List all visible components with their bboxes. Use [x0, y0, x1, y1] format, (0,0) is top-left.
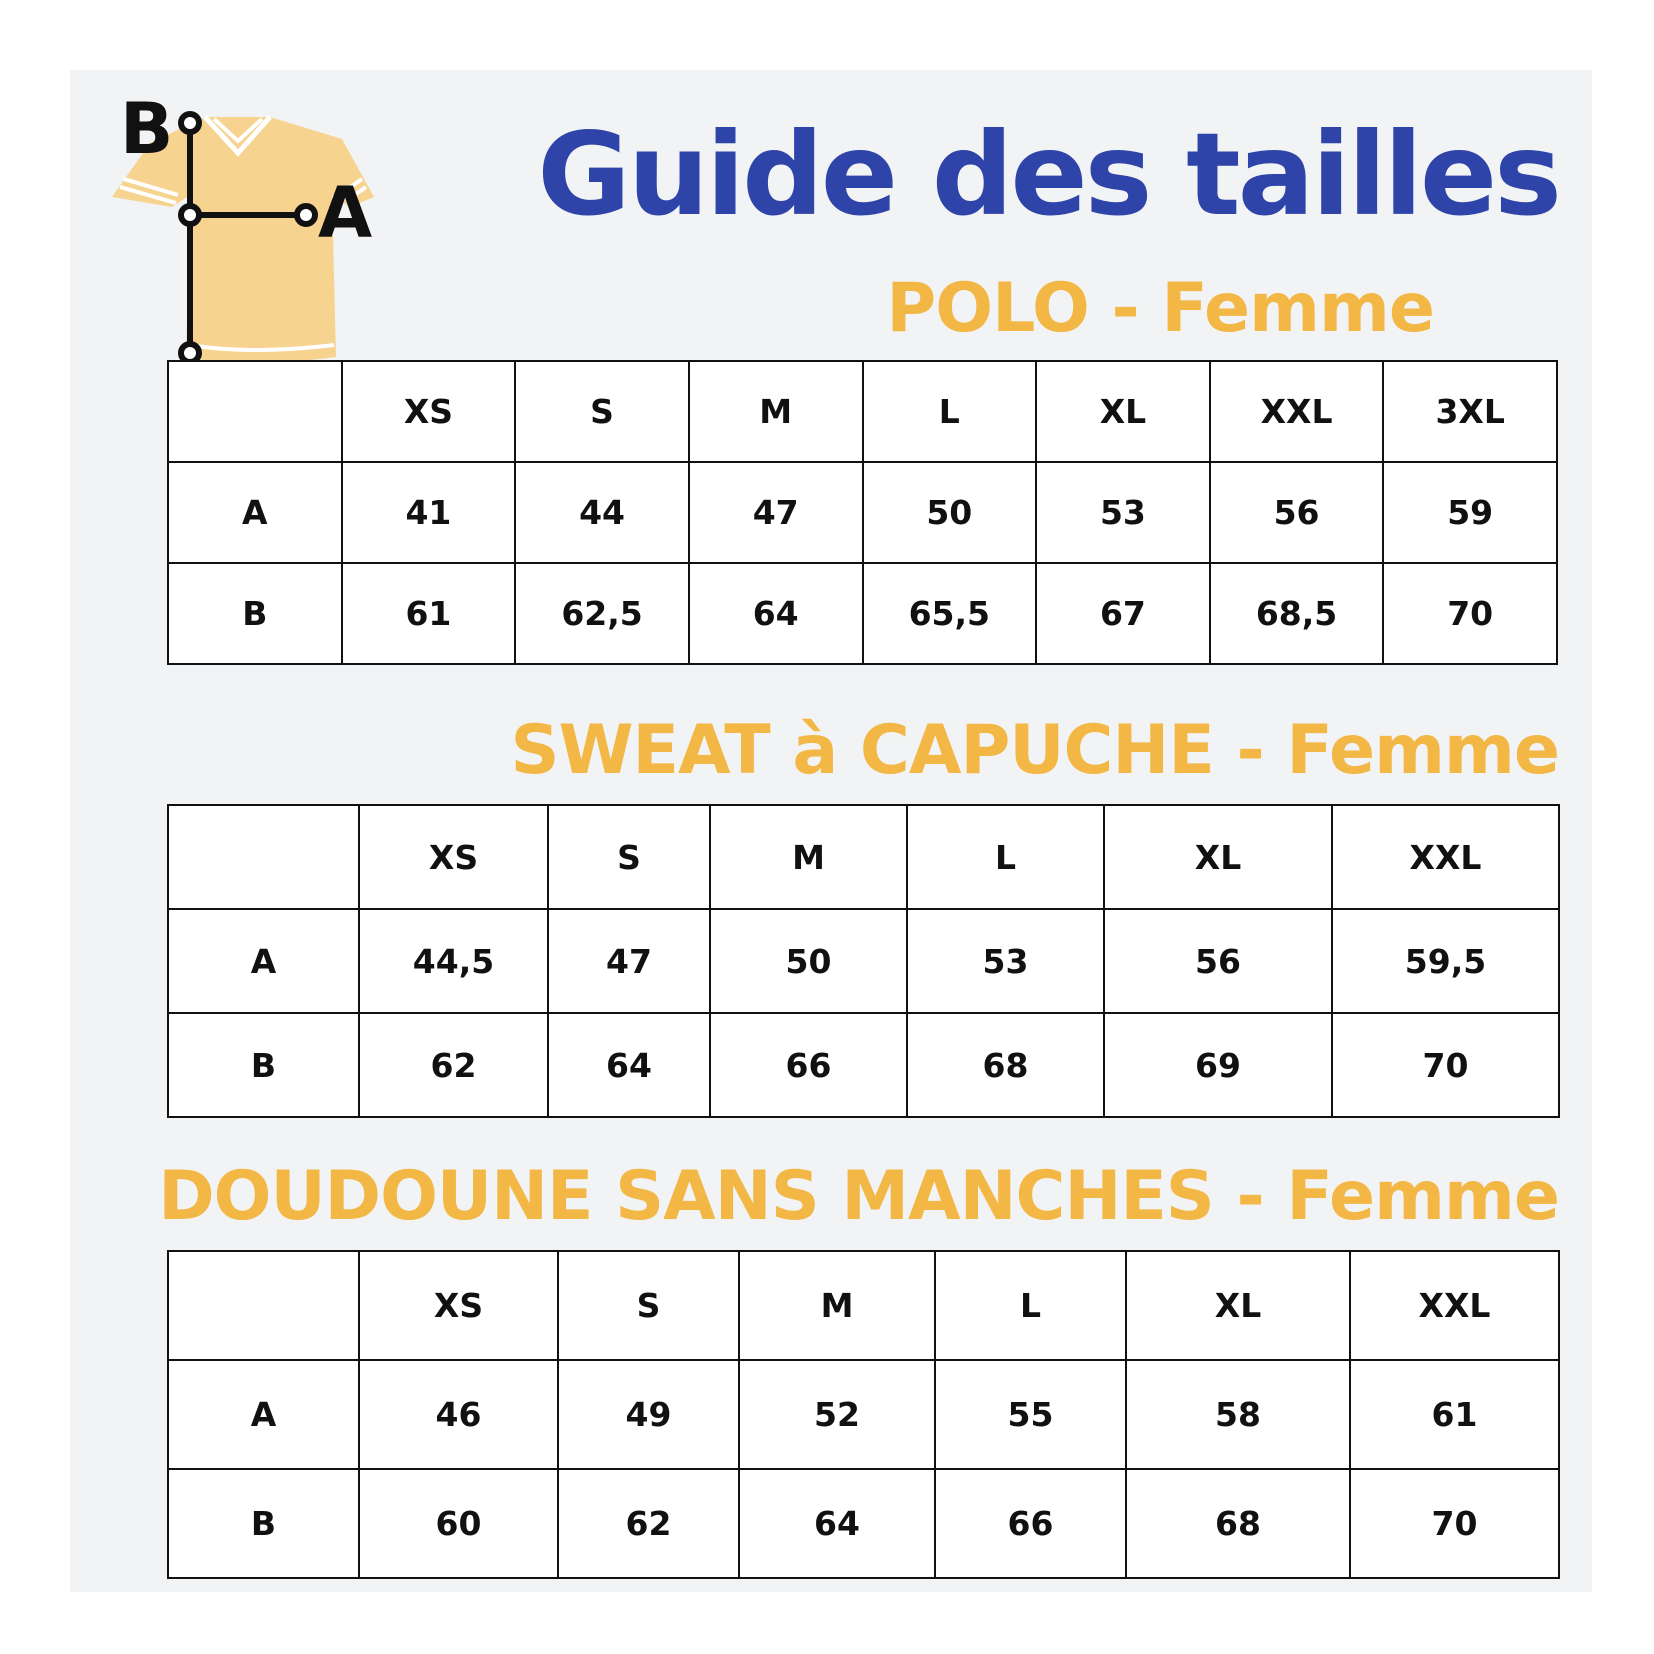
table-cell: 70: [1383, 563, 1557, 664]
size-table-sweat: [167, 804, 1560, 1118]
table-row: [168, 909, 1559, 1013]
row-label: B: [168, 1469, 359, 1578]
table-cell: 47: [689, 462, 863, 563]
table-cell: 68: [907, 1013, 1104, 1117]
table-cell: 64: [689, 563, 863, 664]
row-label: B: [168, 563, 342, 664]
size-table-polo: [167, 360, 1558, 665]
size-header: XL: [1104, 805, 1332, 909]
row-label: B: [168, 1013, 359, 1117]
table-row: [168, 462, 1557, 563]
table-cell: 61: [1350, 1360, 1559, 1469]
table-cell: 52: [739, 1360, 935, 1469]
table-cell: 64: [739, 1469, 935, 1578]
diagram-label-a: A: [318, 172, 373, 254]
table-cell: 53: [907, 909, 1104, 1013]
size-table-doudoune: [167, 1250, 1560, 1579]
diagram-label-b: B: [120, 95, 174, 170]
table-header-row: [168, 805, 1559, 909]
table-cell: 68,5: [1210, 563, 1384, 664]
size-header: S: [558, 1251, 739, 1360]
size-header: XS: [342, 361, 516, 462]
table-cell: 68: [1126, 1469, 1350, 1578]
size-header: M: [739, 1251, 935, 1360]
table-row: [168, 1360, 1559, 1469]
size-header: XXL: [1210, 361, 1384, 462]
row-label: A: [168, 462, 342, 563]
table-cell: 69: [1104, 1013, 1332, 1117]
size-header: XL: [1126, 1251, 1350, 1360]
table-corner-cell: [168, 805, 359, 909]
table-cell: 50: [863, 462, 1037, 563]
table-cell: 67: [1036, 563, 1210, 664]
size-header: M: [710, 805, 907, 909]
table-header-row: [168, 361, 1557, 462]
table-cell: 59,5: [1332, 909, 1559, 1013]
table-cell: 44,5: [359, 909, 548, 1013]
table-cell: 47: [548, 909, 710, 1013]
size-header: 3XL: [1383, 361, 1557, 462]
section-title-sweat: SWEAT à CAPUCHE - Femme: [510, 711, 1559, 790]
table-cell: 61: [342, 563, 516, 664]
size-header: XS: [359, 1251, 558, 1360]
size-header: XXL: [1332, 805, 1559, 909]
section-title-doudoune: DOUDOUNE SANS MANCHES - Femme: [158, 1157, 1559, 1236]
table-cell: 56: [1104, 909, 1332, 1013]
row-label: A: [168, 1360, 359, 1469]
table-cell: 60: [359, 1469, 558, 1578]
size-header: L: [863, 361, 1037, 462]
tshirt-measurement-diagram: [110, 95, 390, 385]
table-row: [168, 1469, 1559, 1578]
table-cell: 65,5: [863, 563, 1037, 664]
size-header: XS: [359, 805, 548, 909]
table-cell: 56: [1210, 462, 1384, 563]
table-cell: 59: [1383, 462, 1557, 563]
table-cell: 50: [710, 909, 907, 1013]
table-corner-cell: [168, 361, 342, 462]
table-cell: 66: [710, 1013, 907, 1117]
table-cell: 70: [1332, 1013, 1559, 1117]
size-header: S: [515, 361, 689, 462]
table-row: [168, 563, 1557, 664]
section-title-polo: POLO - Femme: [886, 269, 1434, 348]
table-cell: 64: [548, 1013, 710, 1117]
table-cell: 41: [342, 462, 516, 563]
table-corner-cell: [168, 1251, 359, 1360]
size-header: XXL: [1350, 1251, 1559, 1360]
table-row: [168, 1013, 1559, 1117]
size-header: XL: [1036, 361, 1210, 462]
table-cell: 62,5: [515, 563, 689, 664]
table-cell: 55: [935, 1360, 1126, 1469]
table-cell: 49: [558, 1360, 739, 1469]
size-header: S: [548, 805, 710, 909]
size-header: L: [907, 805, 1104, 909]
page-title: Guide des tailles: [537, 108, 1559, 241]
row-label: A: [168, 909, 359, 1013]
table-cell: 53: [1036, 462, 1210, 563]
table-cell: 66: [935, 1469, 1126, 1578]
size-header: L: [935, 1251, 1126, 1360]
size-header: M: [689, 361, 863, 462]
table-cell: 62: [359, 1013, 548, 1117]
table-cell: 70: [1350, 1469, 1559, 1578]
table-cell: 44: [515, 462, 689, 563]
table-cell: 58: [1126, 1360, 1350, 1469]
table-header-row: [168, 1251, 1559, 1360]
table-cell: 62: [558, 1469, 739, 1578]
table-cell: 46: [359, 1360, 558, 1469]
